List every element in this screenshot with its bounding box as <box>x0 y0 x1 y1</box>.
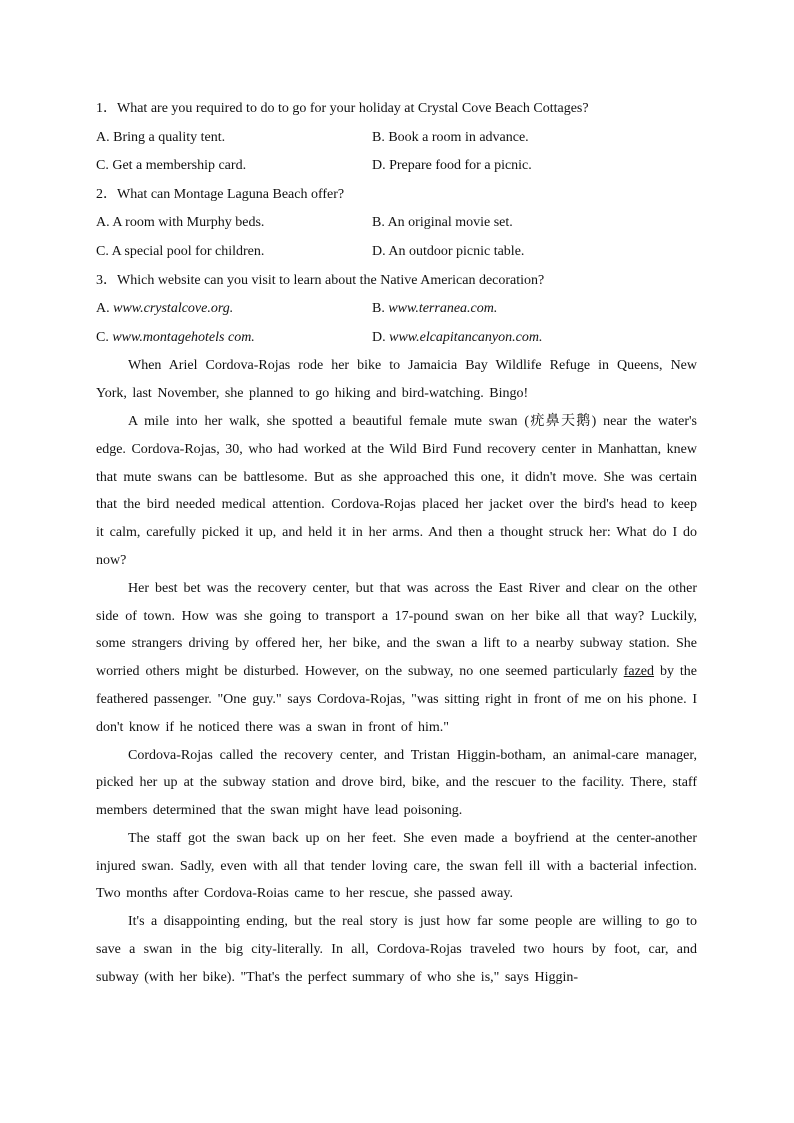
option-letter: C. <box>96 329 113 345</box>
option-letter: D. <box>372 329 390 345</box>
question-3-option-a <box>96 295 372 324</box>
question-1-stem: 1．What are you required to do to go for your holiday at Crystal Cove Beach Cottages? <box>96 101 589 116</box>
option-letter: A. <box>96 301 114 317</box>
option-website: www.montagehotels com. <box>112 329 255 345</box>
passage-paragraph-6: It's a disappointing ending, but the real story is just how far some people are willing to go to save a swan in the big city-literally. In all, Cordova-Rojas traveled two hours by foot, car, and subway (with her bike). "That's the perfect summary of who she is," says Higgin- <box>96 914 697 985</box>
passage-paragraph-2: A mile into her walk, she spotted a beautiful female mute swan (疣鼻天鹅) near the water's edge. Cordova-Rojas, 30, who had worked at the Wild Bird Fund recovery center in Manhattan, knew that mute swans can be battlesome. But as she approached this one, it didn't move. She was certain that the bird needed medical attention. Cordova-Rojas placed her jacket over the bird's head to keep it calm, carefully picked it up, and held it in her arms. And then a thought struck her: What do I do now? <box>96 413 697 568</box>
question-1-options-row-2 <box>96 152 697 181</box>
paragraph-3-text-before: Her best bet was the recovery center, but that was across the East River and clear on the other side of town. How was she going to transport a 17-pound swan on her bike all that way? Luckily, some strangers driving by offered her, her bike, and the swan a lift to a nearby subway station. She worried others might be disturbed. However, on the subway, no one seemed particularly <box>96 580 697 680</box>
question-2-stem: 2．What can Montage Laguna Beach offer? <box>96 186 345 202</box>
question-2-option-d: D. An outdoor picnic table. <box>372 243 525 259</box>
question-3-options-row-1 <box>96 295 697 324</box>
passage-paragraph-5: The staff got the swan back up on her feet. She even made a boyfriend at the center-another injured swan. Sadly, even with all that tender loving care, the swan fell ill with a bacterial infection. Two months after Cordova-Roias came to her rescue, she passed away. <box>96 830 697 902</box>
question-1-option-b: B. Book a room in advance. <box>372 129 529 145</box>
question-1-option-c: C. Get a membership card. <box>96 158 247 174</box>
question-1-option-d: D. Prepare food for a picnic. <box>372 158 532 174</box>
question-1-option-a: A. Bring a quality tent. <box>96 129 226 145</box>
option-website: www.crystalcove.org. <box>113 301 234 317</box>
passage-paragraph-3 <box>96 575 697 742</box>
question-2-option-a: A. A room with Murphy beds. <box>96 215 265 231</box>
question-1-options-row-1 <box>96 124 697 153</box>
question-2-option-b: B. An original movie set. <box>372 215 513 231</box>
option-letter: B. <box>372 301 389 317</box>
option-website: www.terranea.com. <box>388 301 498 317</box>
underlined-word-fazed: fazed <box>623 664 655 680</box>
question-2-options-row-2 <box>96 238 697 267</box>
passage-paragraph-1: When Ariel Cordova-Rojas rode her bike to Jamaicia Bay Wildlife Refuge in Queens, New York, last November, she planned to go hiking and bird-watching. Bingo! <box>96 358 697 402</box>
passage-paragraph-4: Cordova-Rojas called the recovery center, and Tristan Higgin-botham, an animal-care manager, picked her up at the subway station and drove bird, bike, and the rescuer to the facility. There, staff members determined that the swan might have lead poisoning. <box>96 747 697 819</box>
question-2-option-c: C. A special pool for children. <box>96 243 265 259</box>
question-3-stem: 3．Which website can you visit to learn about the Native American decoration? <box>96 272 545 288</box>
option-website: www.elcapitancanyon.com. <box>389 329 543 345</box>
paragraph-3-text-after: by the feathered passenger. "One guy." says Cordova-Rojas, "was sitting right in front of me on his phone. I don't know if he noticed there was a swan in front of him." <box>96 664 697 735</box>
question-3-option-b <box>372 295 697 324</box>
question-3-option-d <box>372 324 697 353</box>
question-2-options-row-1 <box>96 209 697 238</box>
question-3-option-c <box>96 324 372 353</box>
document-content <box>96 95 697 992</box>
question-3-options-row-2 <box>96 324 697 353</box>
